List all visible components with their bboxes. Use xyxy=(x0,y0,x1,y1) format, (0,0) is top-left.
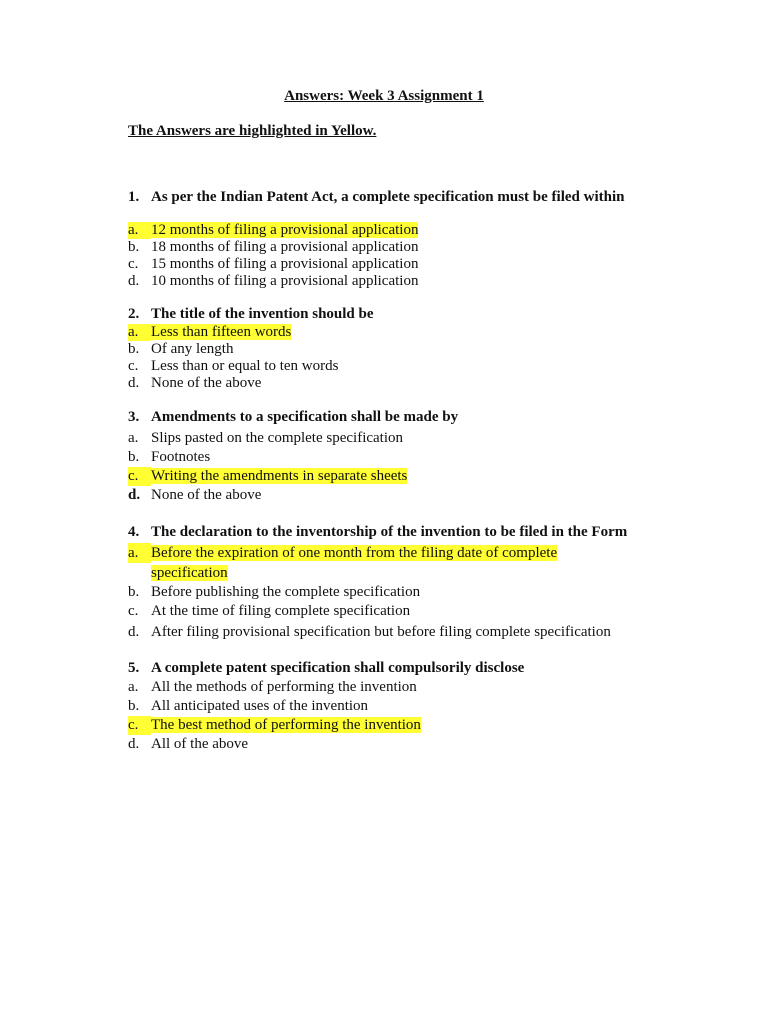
option-text: 10 months of filing a provisional application xyxy=(151,273,419,289)
option-d xyxy=(128,486,668,505)
option-text: Slips pasted on the complete specification xyxy=(151,430,404,446)
question-heading xyxy=(128,188,668,207)
highlight-note: The Answers are highlighted in Yellow. xyxy=(128,123,377,139)
option-letter: d. xyxy=(128,624,140,640)
question-heading xyxy=(128,305,668,324)
question-3 xyxy=(128,408,668,505)
question-text: The declaration to the inventorship of the invention to be filed in the Form xyxy=(151,524,628,540)
option-letter: a. xyxy=(128,222,151,239)
question-4 xyxy=(128,523,668,642)
option-text: All of the above xyxy=(151,736,249,752)
option-a xyxy=(128,678,668,697)
option-text: None of the above xyxy=(151,487,262,503)
question-text: The title of the invention should be xyxy=(151,306,374,322)
option-c-correct xyxy=(128,716,668,735)
option-text: Footnotes xyxy=(151,449,211,465)
question-number: 3. xyxy=(128,409,140,425)
option-letter: b. xyxy=(128,341,140,357)
option-text: Writing the amendments in separate sheets xyxy=(151,468,408,484)
question-number: 1. xyxy=(128,189,140,205)
option-letter: a. xyxy=(128,324,151,341)
option-letter: d. xyxy=(128,487,141,503)
option-text: Before the expiration of one month from the filing date of complete specification xyxy=(151,545,558,581)
option-text: After filing provisional specification but before filing complete specification xyxy=(151,624,611,640)
option-letter: a. xyxy=(128,543,151,583)
question-5 xyxy=(128,659,668,754)
question-heading xyxy=(128,408,668,427)
option-letter: c. xyxy=(128,358,139,374)
option-letter: a. xyxy=(128,679,139,695)
question-text: As per the Indian Patent Act, a complete specification must be filed within xyxy=(151,189,625,205)
option-text: Before publishing the complete specification xyxy=(151,584,421,600)
option-a-correct xyxy=(128,222,668,239)
option-c xyxy=(128,358,668,375)
question-heading xyxy=(128,659,668,678)
option-letter: c. xyxy=(128,256,139,272)
option-c xyxy=(128,256,668,273)
option-text: Of any length xyxy=(151,341,234,357)
option-a xyxy=(128,429,668,448)
option-a-correct xyxy=(128,543,668,583)
option-letter: d. xyxy=(128,736,140,752)
option-letter: c. xyxy=(128,467,151,486)
option-c xyxy=(128,602,668,621)
option-letter: b. xyxy=(128,449,140,465)
option-letter: b. xyxy=(128,239,140,255)
option-c-correct xyxy=(128,467,668,486)
option-text: All anticipated uses of the invention xyxy=(151,698,369,714)
option-text: All the methods of performing the invention xyxy=(151,679,417,695)
option-d xyxy=(128,273,668,290)
option-letter: d. xyxy=(128,375,140,391)
option-d xyxy=(128,735,668,754)
option-letter: b. xyxy=(128,698,140,714)
option-letter: b. xyxy=(128,584,140,600)
question-text: Amendments to a specification shall be made by xyxy=(151,409,459,425)
option-d xyxy=(128,375,668,392)
option-text: 12 months of filing a provisional application xyxy=(151,222,419,238)
question-2 xyxy=(128,305,668,392)
option-text: At the time of filing complete specification xyxy=(151,603,411,619)
option-text: 18 months of filing a provisional application xyxy=(151,239,419,255)
page-title: Answers: Week 3 Assignment 1 xyxy=(284,88,484,104)
question-text: A complete patent specification shall compulsorily disclose xyxy=(151,660,525,676)
option-text: Less than or equal to ten words xyxy=(151,358,339,374)
question-heading xyxy=(128,523,668,542)
question-number: 2. xyxy=(128,306,140,322)
question-1 xyxy=(128,188,668,290)
question-number: 4. xyxy=(128,524,140,540)
option-d xyxy=(128,622,668,642)
option-letter: c. xyxy=(128,603,139,619)
option-letter: d. xyxy=(128,273,140,289)
option-b xyxy=(128,239,668,256)
option-b xyxy=(128,341,668,358)
option-b xyxy=(128,697,668,716)
option-letter: c. xyxy=(128,716,151,735)
option-letter: a. xyxy=(128,430,139,446)
question-number: 5. xyxy=(128,660,140,676)
option-text: The best method of performing the invention xyxy=(151,717,421,733)
option-a-correct xyxy=(128,324,668,341)
option-b xyxy=(128,583,668,602)
option-text: None of the above xyxy=(151,375,262,391)
option-text: 15 months of filing a provisional application xyxy=(151,256,419,272)
option-text: Less than fifteen words xyxy=(151,324,292,340)
option-b xyxy=(128,448,668,467)
